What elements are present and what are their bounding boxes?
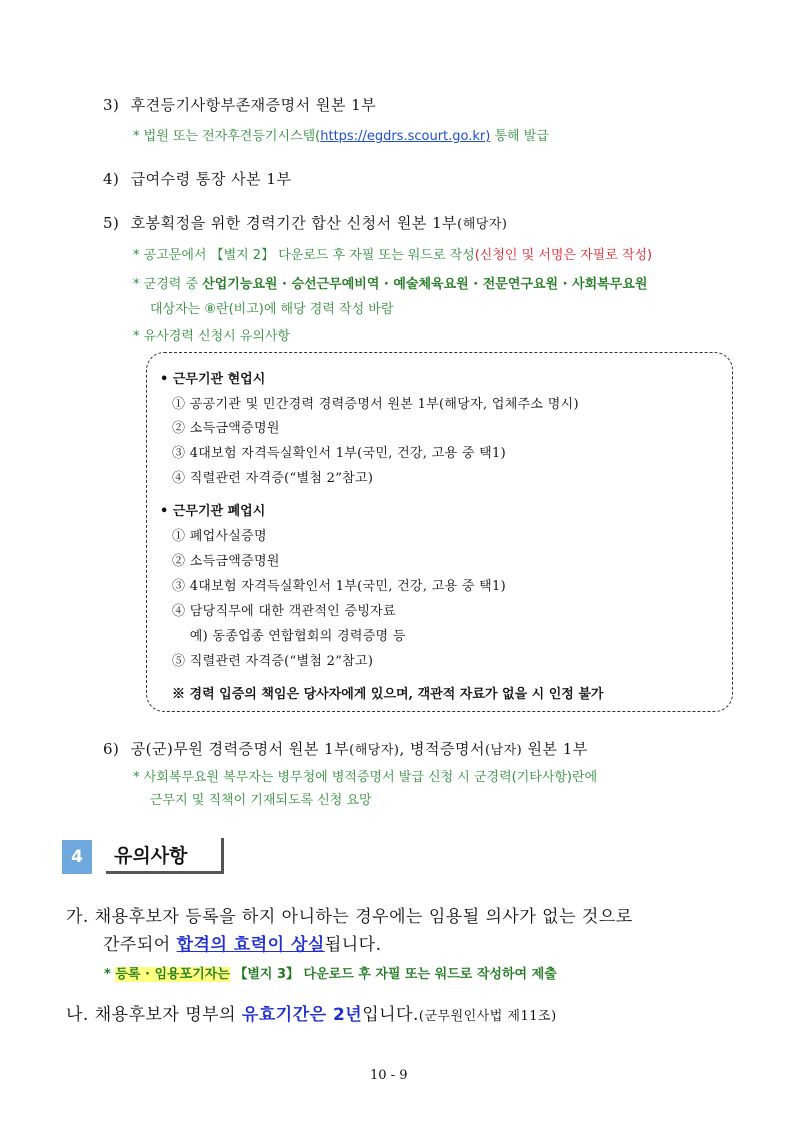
- para-text: 됩니다.: [324, 935, 382, 955]
- item-4: [103, 168, 291, 189]
- para-ga-line2: [103, 930, 381, 955]
- note-star: *: [133, 329, 140, 344]
- item-5-note-2-line2: 대상자는 ⑧란(비고)에 해당 경력 작성 바람: [150, 302, 394, 317]
- note-text: 통해 발급: [490, 129, 549, 144]
- box-closed-item: ⑤ 직렬관련 자격증(“별첨 2”참고): [172, 654, 374, 669]
- para-text: 나. 채용후보자 명부의: [66, 1005, 242, 1025]
- note-star: *: [133, 248, 140, 263]
- item-6: [103, 738, 588, 759]
- para-text: 간주되어: [103, 935, 177, 955]
- section-title: 유의사항: [106, 838, 224, 874]
- note-text: 【별지 3】 다운로드 후 자필 또는 워드로 작성하여 제출: [229, 967, 557, 982]
- item-5-text: 호봉획정을 위한 경력기간 합산 신청서 원본 1부: [130, 214, 458, 232]
- note-highlight: 등록 · 임용포기자는: [115, 967, 230, 982]
- item-6-text: , 병적증명서: [399, 740, 485, 758]
- note-star: *: [133, 277, 140, 292]
- item-6-text: 공(군)무원 경력증명서 원본 1부: [130, 740, 350, 758]
- item-5-small: (해당자): [457, 217, 508, 232]
- box-closed-item: ② 소득금액증명원: [172, 554, 280, 569]
- egdrs-link[interactable]: https://egdrs.scourt.go.kr): [320, 129, 491, 144]
- item-4-num: 4): [103, 170, 120, 188]
- box-current-item: ④ 직렬관련 자격증(“별첨 2”참고): [172, 471, 374, 486]
- item-4-text: 급여수령 통장 사본 1부: [130, 170, 292, 188]
- item-6-small: (남자): [484, 743, 523, 758]
- item-6-text: 원본 1부: [522, 740, 588, 758]
- note-star: *: [104, 967, 111, 982]
- item-6-note-line2: 근무지 및 직책이 기재되도록 신청 요망: [150, 793, 372, 808]
- note-text: 군경력 중: [143, 277, 203, 292]
- item-5-note-1: [133, 244, 652, 263]
- item-6-num: 6): [103, 740, 120, 758]
- item-5-note-2: [133, 273, 647, 292]
- box-warning: ※ 경력 입증의 책임은 당사자에게 있으며, 객관적 자료가 없을 시 인정 불가: [172, 687, 604, 702]
- page-number: 10 - 9: [370, 1068, 408, 1083]
- para-na: [66, 1000, 557, 1025]
- item-3-num: 3): [103, 96, 120, 114]
- box-closed-item: ③ 4대보험 자격득실확인서 1부(국민, 건강, 고용 중 택1): [172, 579, 506, 594]
- item-5-num: 5): [103, 214, 120, 232]
- item-3-note: [133, 125, 549, 144]
- note-bold-text: 산업기능요원 · 승선근무예비역 · 예술체육요원 · 전문연구요원 · 사회복무요원: [202, 277, 648, 292]
- para-emphasis: 유효기간은 2년: [241, 1005, 363, 1025]
- note-star: *: [133, 770, 140, 785]
- note-text: 사회복무요원 복무자는 병무청에 병적증명서 발급 신청 시 군경력(기타사항)란에: [143, 770, 598, 785]
- para-ga-line1: 가. 채용후보자 등록을 하지 아니하는 경우에는 임용될 의사가 없는 것으로: [66, 907, 633, 927]
- item-6-small: (해당자): [349, 743, 400, 758]
- para-small: (군무원인사법 제11조): [418, 1009, 557, 1024]
- box-closed-item: ④ 담당직무에 대한 객관적인 증빙자료: [172, 604, 396, 619]
- note-star: *: [133, 129, 140, 144]
- box-current-item: ① 공공기관 및 민간경력 경력증명서 원본 1부(해당자, 업체주소 명시): [172, 397, 579, 412]
- item-6-note: [133, 766, 597, 785]
- note-text: 유사경력 신청시 유의사항: [143, 329, 291, 344]
- box-closed-item: ① 폐업사실증명: [172, 529, 267, 544]
- box-closed-item: 예) 동종업종 연합협회의 경력증명 등: [172, 629, 406, 644]
- box-current-item: ③ 4대보험 자격득실확인서 1부(국민, 건강, 고용 중 택1): [172, 446, 506, 461]
- note-text: 공고문에서 【별지 2】 다운로드 후 자필 또는 워드로 작성: [143, 248, 475, 263]
- note-text: 법원 또는 전자후견등기시스템(: [143, 129, 321, 144]
- item-3-text: 후견등기사항부존재증명서 원본 1부: [130, 96, 377, 114]
- item-5-note-3: [133, 325, 290, 344]
- para-emphasis: 합격의 효력이 상실: [176, 935, 325, 955]
- section-number: 4: [62, 840, 92, 874]
- box-heading-current: • 근무기관 현업시: [160, 372, 266, 387]
- note-red-text: (신청인 및 서명은 자필로 작성): [474, 248, 653, 263]
- box-current-item: ② 소득금액증명원: [172, 421, 280, 436]
- para-ga-note: [104, 963, 557, 982]
- item-3: [103, 94, 376, 115]
- box-heading-closed: • 근무기관 폐업시: [160, 504, 266, 519]
- item-5: [103, 212, 507, 233]
- para-text: 입니다.: [362, 1005, 419, 1025]
